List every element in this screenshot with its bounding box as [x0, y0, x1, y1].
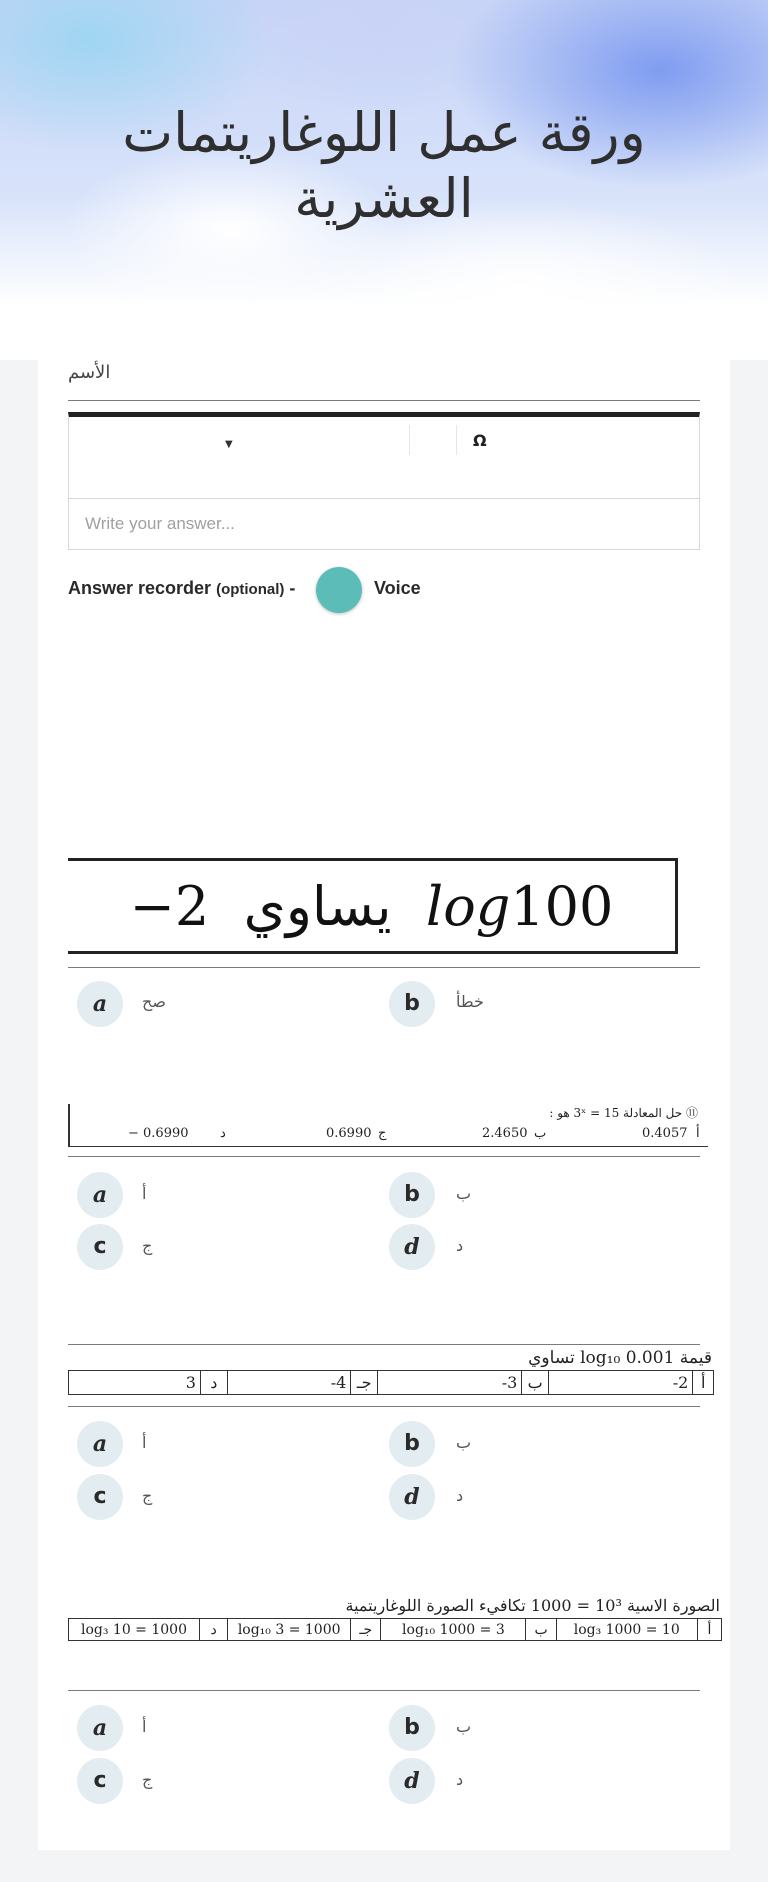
name-field-label: الأسم [68, 362, 111, 383]
q2-choice: 0.6990 [326, 1126, 372, 1141]
q3-cell: 3 [69, 1371, 201, 1395]
q3-cell-letter: ب [522, 1371, 549, 1395]
divider [68, 1344, 700, 1345]
q2-choice: 2.4650 [482, 1126, 528, 1141]
q2-choice-letter: د [220, 1126, 226, 1141]
option-b-text: ب [456, 1433, 472, 1452]
recorder-optional: (optional) [216, 581, 285, 598]
q1-prefix: −2 [129, 875, 210, 938]
option-c-text: ج [142, 1236, 153, 1255]
q3-cell-letter: أ [693, 1371, 714, 1395]
q2-choice: − 0.6990 [128, 1126, 189, 1141]
option-d-button[interactable]: d [389, 1224, 435, 1270]
q1-log: log [425, 875, 511, 938]
option-d-button[interactable]: d [389, 1758, 435, 1804]
option-b-button[interactable]: b [389, 1421, 435, 1467]
option-b-button[interactable]: b [389, 1172, 435, 1218]
answer-recorder-label [68, 578, 295, 599]
q2-choice-letter: ج [378, 1126, 387, 1141]
option-a-text: صح [142, 992, 166, 1011]
caret-down-icon[interactable]: ▼ [225, 439, 233, 450]
q2-choice-letter: ب [534, 1126, 547, 1141]
option-a-text: أ [142, 1717, 147, 1736]
option-b-text: خطأ [456, 992, 484, 1011]
question-1-expression [68, 875, 675, 938]
q2-choice-letter: أ [696, 1126, 700, 1141]
divider [68, 1156, 700, 1157]
header-banner [0, 0, 768, 360]
question-2-image [68, 1104, 708, 1148]
q3-cell-letter: د [200, 1371, 227, 1395]
option-b-button[interactable]: b [389, 1705, 435, 1751]
divider [68, 1406, 700, 1407]
option-b-text: ب [456, 1717, 472, 1736]
q4-cell-letter: جـ [351, 1619, 381, 1641]
option-d-text: د [456, 1486, 464, 1505]
question-2-title: ⑪ حل المعادلة 3ˣ = 15 هو : [549, 1106, 698, 1120]
divider [68, 967, 700, 968]
option-b-text: ب [456, 1184, 472, 1203]
question-3-title: قيمة log₁₀ 0.001 تساوي [528, 1348, 712, 1368]
recorder-label: Answer recorder [68, 578, 212, 598]
answer-input[interactable] [69, 499, 699, 549]
question-4-title: الصورة الاسية 10³ = 1000 تكافيء الصورة اللوغاريتمية [345, 1596, 720, 1615]
q3-cell: -4 [227, 1371, 351, 1395]
option-c-button[interactable]: c [77, 1474, 123, 1520]
image-border [68, 1146, 708, 1147]
question-1-image [68, 858, 678, 954]
special-characters-button[interactable]: Ω [473, 431, 487, 450]
toolbar-divider [409, 425, 410, 455]
question-3-table [68, 1370, 714, 1395]
option-a-text: أ [142, 1433, 147, 1452]
q1-number: 100 [510, 875, 614, 938]
name-field-line[interactable] [68, 400, 700, 401]
option-a-button[interactable]: a [77, 1421, 123, 1467]
option-a-text: أ [142, 1184, 147, 1203]
q3-cell: -2 [549, 1371, 693, 1395]
q3-cell-letter: جـ [351, 1371, 378, 1395]
option-a-button[interactable]: a [77, 1705, 123, 1751]
option-d-text: د [456, 1236, 464, 1255]
q2-choice: 0.4057 [642, 1126, 688, 1141]
question-4-table [68, 1618, 722, 1641]
q4-cell-letter: د [200, 1619, 228, 1641]
record-voice-button[interactable] [316, 567, 362, 613]
q3-cell: -3 [378, 1371, 522, 1395]
image-border [68, 1104, 70, 1146]
q4-cell-letter: أ [697, 1619, 721, 1641]
toolbar-divider [456, 425, 457, 455]
option-d-button[interactable]: d [389, 1474, 435, 1520]
q1-word: يساوي [243, 875, 392, 938]
option-b-button[interactable]: b [389, 981, 435, 1027]
recorder-dash: - [289, 578, 296, 598]
option-c-text: ج [142, 1486, 153, 1505]
option-c-button[interactable]: c [77, 1224, 123, 1270]
option-a-button[interactable]: a [77, 1172, 123, 1218]
option-a-button[interactable]: a [77, 981, 123, 1027]
q4-cell-letter: ب [526, 1619, 556, 1641]
option-d-text: د [456, 1770, 464, 1789]
q4-cell: log₁₀ 1000 = 3 [381, 1619, 526, 1641]
q4-cell: log₁₀ 3 = 1000 [228, 1619, 351, 1641]
divider [68, 1690, 700, 1691]
option-c-text: ج [142, 1770, 153, 1789]
q4-cell: log₃ 10 = 1000 [69, 1619, 200, 1641]
voice-label: Voice [374, 578, 421, 598]
q4-cell: log₃ 1000 = 10 [556, 1619, 697, 1641]
answer-editor [68, 412, 700, 550]
page-title: ورقة عمل اللوغاريتمات العشرية [122, 101, 646, 230]
option-c-button[interactable]: c [77, 1758, 123, 1804]
editor-toolbar [69, 417, 699, 499]
